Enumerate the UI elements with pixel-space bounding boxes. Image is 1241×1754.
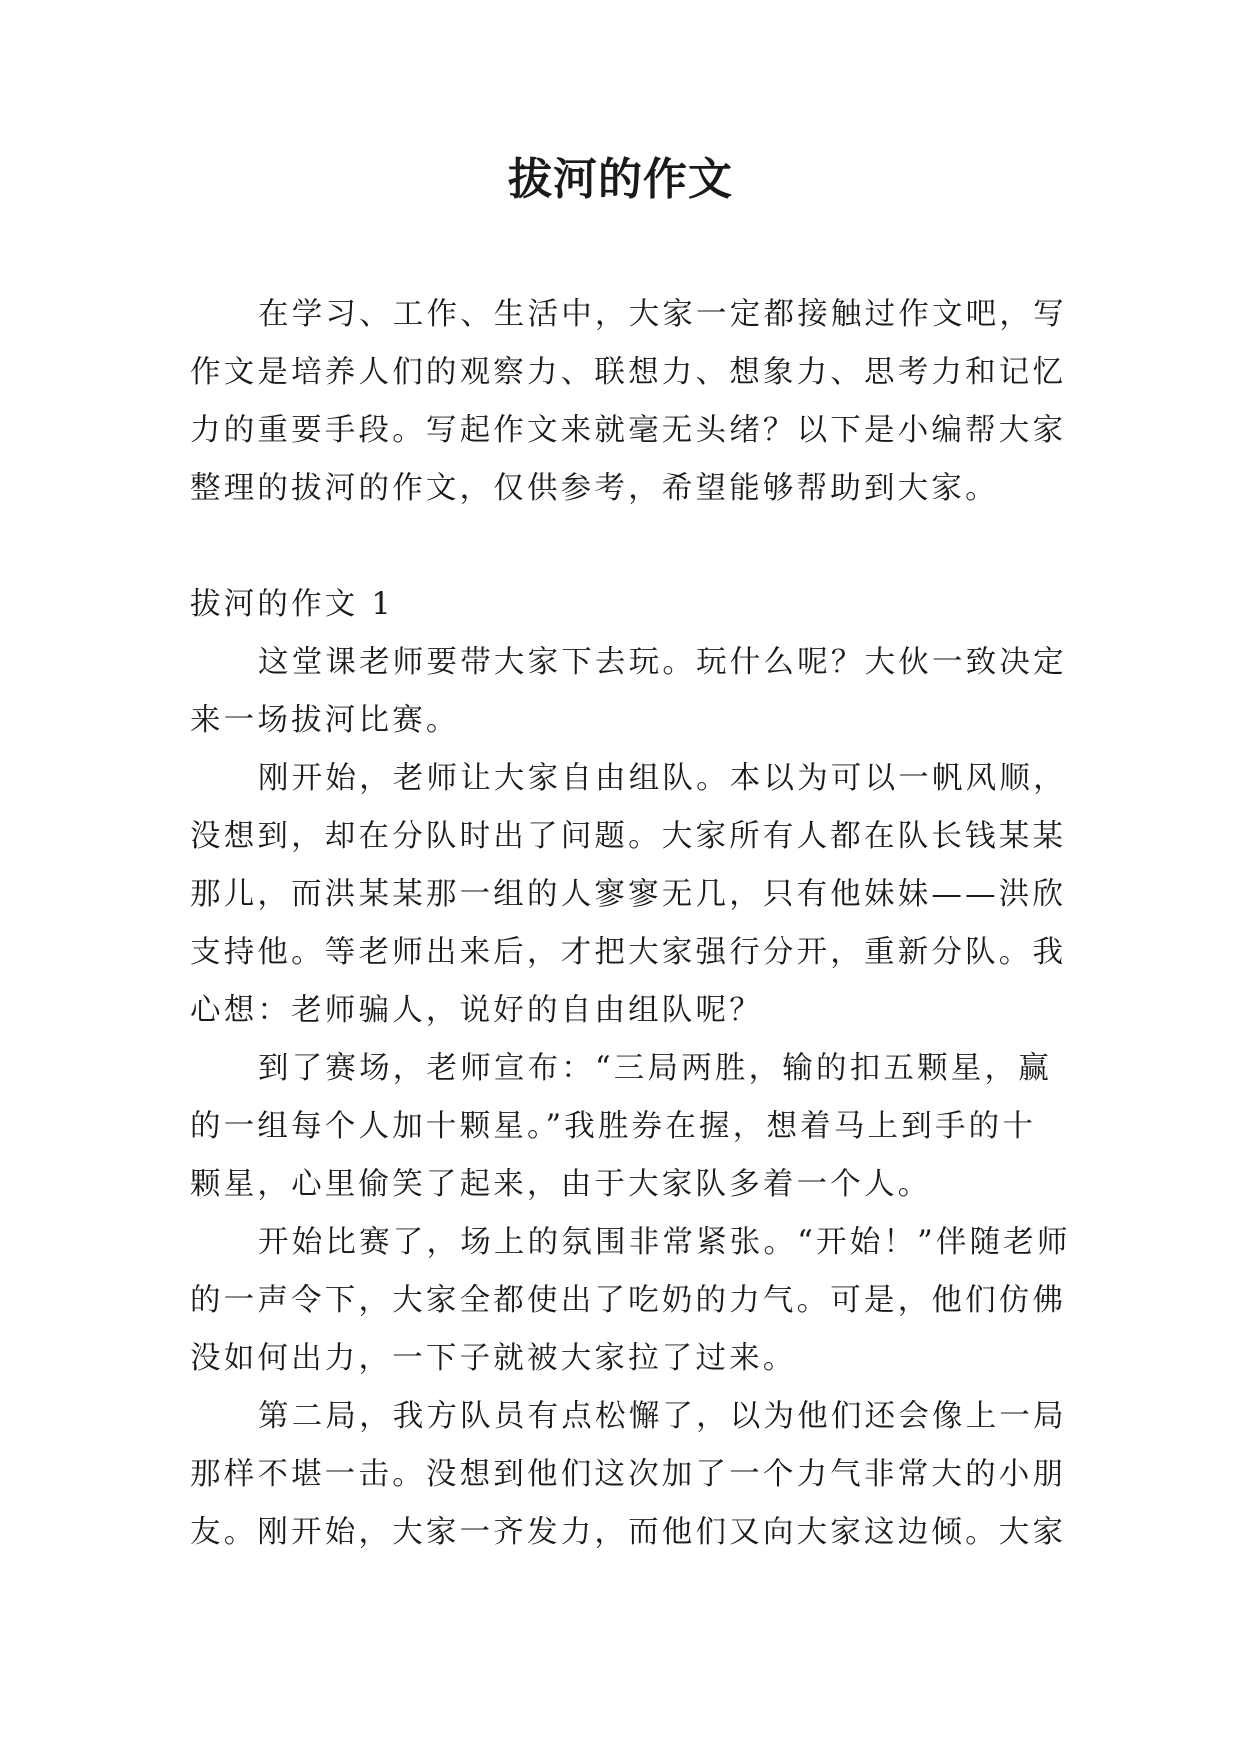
body-line: 的一组每个人加十颗星。”我胜券在握，想着马上到手的十 [190,1109,1037,1144]
body-line: 没如何出力，一下子就被大家拉了过来。 [190,1341,797,1376]
intro-line: 力的重要手段。写起作文来就毫无头绪？以下是小编帮大家 [190,413,1067,448]
body-line: 没想到，却在分队时出了问题。大家所有人都在队长钱某某 [190,819,1067,854]
intro-line: 在学习、工作、生活中，大家一定都接触过作文吧，写 [258,297,1067,332]
body-line: 开始比赛了，场上的氛围非常紧张。“开始！”伴随老师 [258,1225,1071,1260]
body-line: 到了赛场，老师宣布：“三局两胜，输的扣五颗星，赢 [258,1051,1052,1086]
body-line: 支持他。等老师出来后，才把大家强行分开，重新分队。我 [190,935,1067,970]
body-line: 来一场拔河比赛。 [190,703,460,738]
section-heading: 拔河的作文 1 [190,587,394,622]
intro-line: 作文是培养人们的观察力、联想力、想象力、思考力和记忆 [190,355,1067,390]
body-line: 第二局，我方队员有点松懈了，以为他们还会像上一局 [258,1399,1067,1434]
intro-line: 整理的拔河的作文，仅供参考，希望能够帮助到大家。 [190,471,999,506]
body-line: 的一声令下，大家全都使出了吃奶的力气。可是，他们仿佛 [190,1283,1067,1318]
body-line: 那儿，而洪某某那一组的人寥寥无几，只有他妹妹——洪欣 [190,877,1067,912]
body-line: 心想：老师骗人，说好的自由组队呢？ [190,993,763,1028]
body-line: 友。刚开始，大家一齐发力，而他们又向大家这边倾。大家 [190,1515,1067,1550]
document-title: 拔河的作文 [508,154,733,205]
body-line: 这堂课老师要带大家下去玩。玩什么呢？大伙一致决定 [258,645,1067,680]
body-line: 刚开始，老师让大家自由组队。本以为可以一帆风顺， [258,761,1067,796]
body-line: 颗星，心里偷笑了起来，由于大家队多着一个人。 [190,1167,932,1202]
body-line: 那样不堪一击。没想到他们这次加了一个力气非常大的小朋 [190,1457,1067,1492]
